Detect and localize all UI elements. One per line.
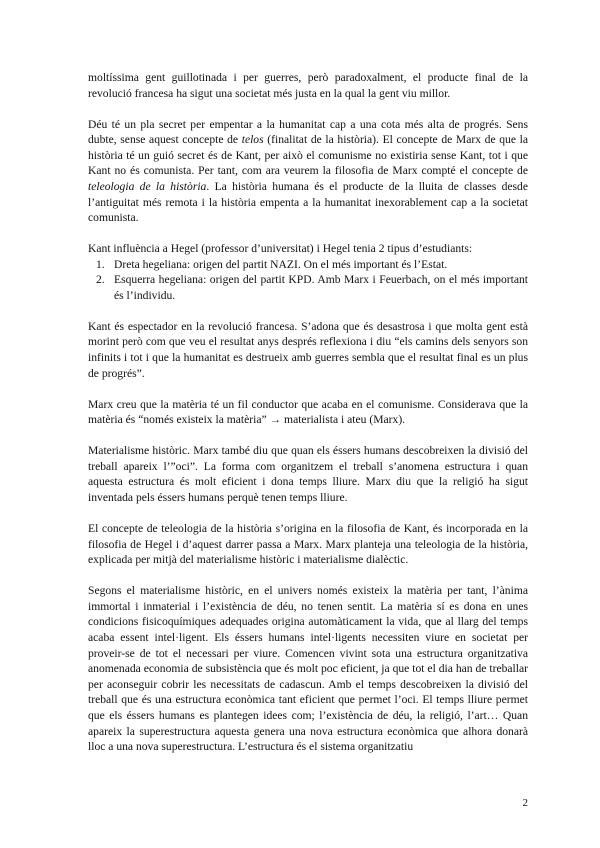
paragraph-kant-hegel: Kant influència a Hegel (professor d’universitat) i Hegel tenia 2 tipus d’estudiants: <box>88 242 473 256</box>
paragraph-pla-secret-part3: . La història humana és el producte de la lluita de classes desde l’antiguitat més remota i la història empenta a la humanitat inexorablement cap a la societat comunista. <box>88 179 528 225</box>
list-item-text: Dreta hegeliana: origen del partit NAZI. On el més important és l’Estat. <box>114 257 448 271</box>
paragraph-pla-secret-part1: Déu té un pla secret per empentar a la humanitat cap a una cota més alta de progrés. Sens dubte, sense aquest concepte de <box>88 117 528 147</box>
list-item-text: Esquerra hegeliana: origen del partit KPD. Amb Marx i Feuerbach, on el més important és l’individu. <box>114 273 528 302</box>
list-item <box>88 257 528 273</box>
list-item-number: 1. <box>96 257 105 271</box>
page-number: 2 <box>522 797 528 809</box>
hegel-students-list <box>88 257 528 304</box>
paragraph-revolucio-francesa: moltíssima gent guillotinada i per guerres, però paradoxalment, el producte final de la revolució francesa ha sigut una societat més justa en la qual la gent viu millor. <box>88 71 528 100</box>
term-telos: telos <box>241 133 264 147</box>
paragraph-pla-secret <box>88 117 528 226</box>
paragraph-pla-secret-part2: (finalitat de la història). El concepte de Marx de que la història té un guió secret és de Kant, per això el comunisme no existiria sense Kant, tot i que Kant no és comunista. Per tant, com ara veurem la filosofia de Marx compté el concepte de <box>88 133 528 178</box>
paragraph-materialisme-historic: Materialisme històric. Marx també diu que quan els éssers humans descobreixen la divisió del treball apareix l’”oci”. La forma com organitzem el treball s’anomena estructura i quan aquesta estructura és molt eficient i dona temps lliure. Marx diu que la religió ha sigut inventada pels éssers humans perquè tenen temps lliure. <box>88 444 528 505</box>
paragraph-kant-espectador: Kant és espectador en la revolució francesa. S’adona que és desastrosa i que molta gent està morint però com que veu el resultat anys després reflexiona i diu “els camins dels senyors son infinits i tot i que la humanitat es destrueix amb guerres sembla que el resultat final es un plus de progrés”. <box>88 319 528 380</box>
paragraph-teleologia: El concepte de teleologia de la història s’origina en la filosofia de Kant, és incorporada en la filosofia de Hegel i d’aquest darrer passa a Marx. Marx planteja una teleologia de la història, explicada per mitjà del materialisme històric i materialisme dialèctic. <box>88 522 528 567</box>
paragraph-segons-materialisme: Segons el materialisme històric, en el univers només existeix la matèria per tant, l’ànima immortal i inmaterial i l’existència de déu, no tenen sentit. La matèria sí es dona en unes condicions fisicoquímiques adequades origina automàticament la vida, que al llarg del temps acaba essent intel·ligent. Els éssers humans intel·ligents necessiten viure en societat per proveir-se de tot el necessari per viure. Comencen vivint sota una estructura organitzativa anomenada economia de subsistència que és molt poc eficient, ja que tot el dia han de treballar per aconseguir cobrir les necessitats de cadascun. Amb el temps descobreixen la divisió del treball que és una estructura econòmica tant eficient que permet l’oci. El temps lliure permet que els éssers humans es plantegen idees com; l’existència de déu, la religió, l’art… Quan apareix la superestructura aquesta genera una nova estructura econòmica que alhora donarà lloc a una nova superestructura. L’estructura és el sistema organitzatiu <box>88 584 528 754</box>
term-teleologia: teleologia de la història <box>88 179 207 193</box>
document-body <box>88 70 528 770</box>
list-item-number: 2. <box>96 273 105 287</box>
paragraph-marx-materia: Marx creu que la matèria té un fil conductor que acaba en el comunisme. Considerava que la matèria és “només existeix la matèria” → materialista i ateu (Marx). <box>88 397 528 427</box>
list-item <box>88 272 528 303</box>
